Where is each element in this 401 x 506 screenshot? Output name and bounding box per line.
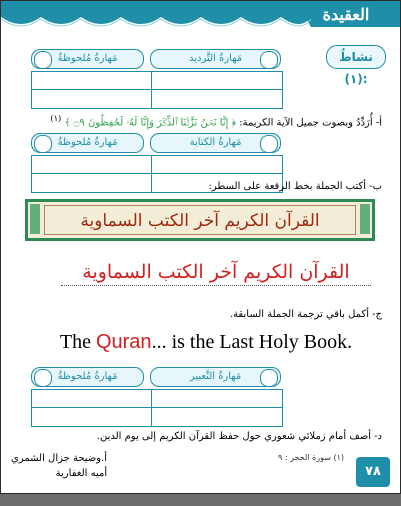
translation-line: The Quran... is the Last Holy Book. [59, 331, 353, 353]
grid-cell[interactable] [152, 72, 282, 90]
section-title: العقيدة [322, 5, 370, 24]
grid-cell[interactable] [152, 408, 282, 426]
ornament-left [30, 204, 40, 234]
expression-skill-label: مَهارةُ التَّعبير [150, 367, 281, 387]
ornament-right [360, 204, 370, 234]
banner-text: القرآن الكريم آخر الكتب السماوية [44, 205, 356, 235]
instruction-b: ب- أكتب الجملة بخط الرقعة على السطر: [208, 181, 382, 192]
activity-badge: نشاطُ (١): [326, 45, 386, 69]
speaker-person-icon [260, 369, 278, 387]
skill-grid [31, 71, 283, 109]
page-number: ٧٨ [356, 457, 390, 487]
grid-cell[interactable] [32, 390, 152, 408]
pencil-note-icon [34, 51, 52, 69]
writing-skill-label: مَهارةُ الكتابة [150, 133, 281, 153]
pencil-icon [260, 135, 278, 153]
grid-cell[interactable] [32, 174, 152, 192]
handwritten-answer[interactable]: القرآن الكريم آخر الكتب السماوية [61, 261, 371, 286]
author-credit: أ.وضيحة جزال الشمري أميه الغفارية [11, 453, 108, 479]
observed-skill-label: مَهارةُ مُلحوظةٌ [31, 49, 144, 69]
translation-fill[interactable]: Quran [95, 331, 152, 353]
header-band [1, 1, 400, 31]
instruction-c: ج- أكمل باقي ترجمة الجملة السابقة. [229, 309, 382, 320]
skill-grid [31, 389, 283, 427]
skill-table-repetition [31, 49, 281, 109]
grid-cell[interactable] [152, 90, 282, 108]
observed-skill-label: مَهارةُ مُلحوظةٌ [31, 367, 144, 387]
pencil-note-icon [34, 135, 52, 153]
grid-cell[interactable] [32, 156, 152, 174]
repetition-skill-label: مَهارةُ التَّرديد [150, 49, 281, 69]
bottom-strip [0, 494, 401, 506]
footnote: (١) سورة الحجر : ٩ [278, 453, 344, 462]
speaker-icon [260, 51, 278, 69]
instruction-a: أ- أُرَدِّدُ وبصوت جميل الآية الكريمة: ﴿ إِنَّا نَحۡنُ نَزَّلۡنَا ٱلذِّكۡرَ وَإِنَّا لَهُۥ لَحَٰفِظُونَ ۝٩ ﴾ $^{(١)}$ [50, 113, 382, 129]
grid-cell[interactable] [32, 72, 152, 90]
grid-cell[interactable] [32, 408, 152, 426]
calligraphy-banner [25, 199, 375, 241]
skill-table-expression [31, 367, 281, 427]
grid-cell[interactable] [152, 156, 282, 174]
instruction-d: د- أصف أمام زملائي شعوري حول حفظ القرآن الكريم إلى يوم الدين. [96, 431, 382, 442]
quran-verse: ﴿ إِنَّا نَحۡنُ نَزَّلۡنَا ٱلذِّكۡرَ وَإِنَّا لَهُۥ لَحَٰفِظُونَ ۝٩ ﴾ [64, 117, 237, 129]
grid-cell[interactable] [152, 390, 282, 408]
pencil-note-icon [34, 369, 52, 387]
observed-skill-label: مَهارةُ مُلحوظةٌ [31, 133, 144, 153]
grid-cell[interactable] [32, 90, 152, 108]
